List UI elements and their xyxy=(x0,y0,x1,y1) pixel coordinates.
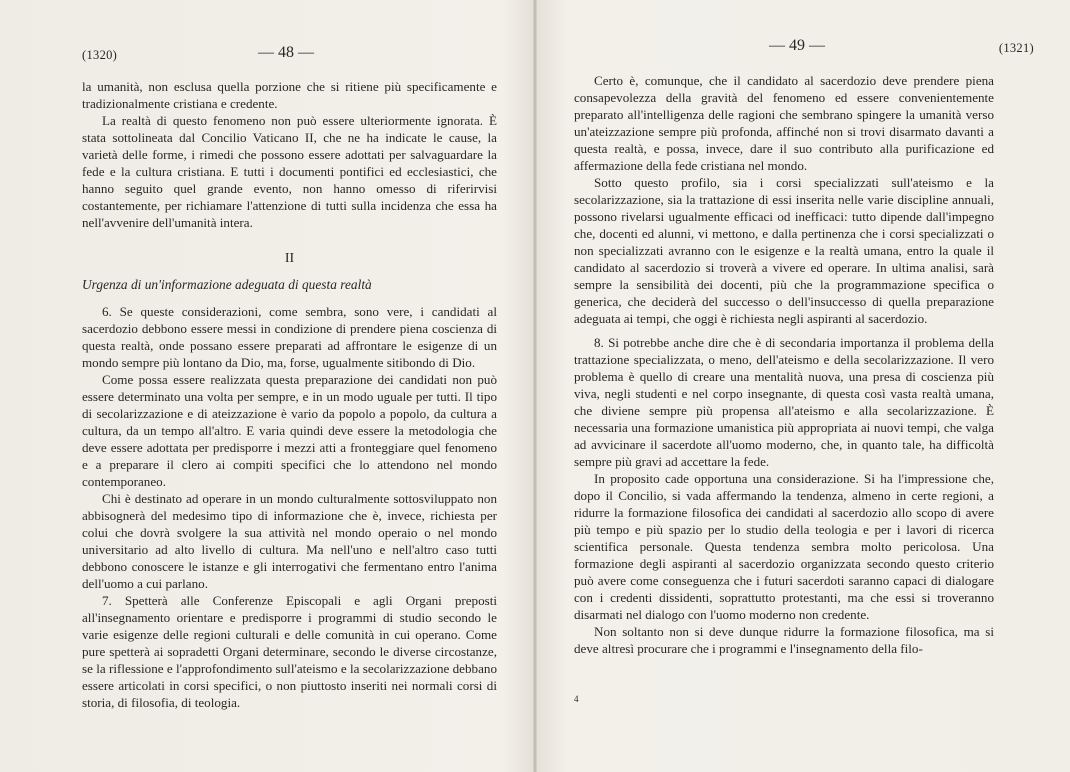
left-page xyxy=(0,0,533,772)
left-paragraph-5: Chi è destinato ad operare in un mondo culturalmente sottosviluppato non abbisognerà del medesimo tipo di informazione che è, invece, richiesta per colui che dovrà svolgere la sua attività nel mondo operaio o nel mondo universitario ad alto livello di cultura. Ma nell'uno e nell'altro caso tutti debbono conoscere le istanze e gli interrogativi che fermentano entro l'anima dell'uomo a cui parlano. xyxy=(82,491,497,591)
left-page-folio: — 48 — xyxy=(258,44,314,61)
signature-mark: 4 xyxy=(574,694,579,704)
right-paragraph-2: Sotto questo profilo, sia i corsi specializzati sull'ateismo e la secolarizzazione, sia la trattazione di essi inserita nelle varie discipline annuali, possono rivelarsi ugualmente efficaci od inefficaci: tutto dipende dall'impegno che, docenti ed alunni, vi mettono, e dalla pertinenza che i corsi specializzati o non specializzati avranno con le esigenze e la realtà umana, entro la quale il candidato al sacerdozio si troverà a vivere ed operare. In ultima analisi, sarà sempre la sensibilità dei docenti, più che la programmazione specifica o generica, che deciderà del successo o dell'insuccesso di quella preparazione adeguata ai tempi, che oggi è richiesta negli aspiranti al sacerdozio. xyxy=(574,175,994,326)
right-paragraph-4: In proposito cade opportuna una considerazione. Si ha l'impressione che, dopo il Concilio, si vada affermando la tendenza, almeno in certe regioni, a ridurre la formazione filosofica dei candidati al sacerdozio allo scopo di avere più tempo e più spazio per lo studio della teologia e per i lavori di ricerca scientifica personale. Questa tendenza sembra molto pericolosa. Una formazione degli aspiranti al sacerdozio organizzata secondo questo criterio può avere come conseguenza che i futuri sacerdoti saranno capaci di dialogare con i credenti dissidenti, soprattutto protestanti, ma che essi si troveranno disarmati nel dialogo con l'uomo moderno non credente. xyxy=(574,471,994,622)
right-running-number: (1321) xyxy=(998,41,1034,55)
section-title: Urgenza di un'informazione adeguata di questa realtà xyxy=(82,277,372,292)
paragraph-spacer xyxy=(574,327,994,334)
section-number: II xyxy=(284,251,295,266)
right-text-column xyxy=(574,72,994,657)
left-paragraph-6: 7. Spetterà alle Conferenze Episcopali e agli Organi preposti all'insegnamento orientare e predisporre i programmi di studio secondo le varie esigenze delle regioni culturali e delle comunità in cui operano. Come pure spetterà ai sopradetti Organi determinare, secondo le diverse circostanze, se la riflessione e l'approfondimento sull'ateismo e la secolarizzazione debbano essere articolati in corsi specifici, o non piuttosto inseriti nei normali corsi di storia, di filosofia, di teologia. xyxy=(82,593,497,710)
right-paragraph-1: Certo è, comunque, che il candidato al sacerdozio deve prendere piena consapevolezza della gravità del fenomeno ed essere convenientemente preparato all'intelligenza delle ragioni che sembrano spingere la umanità verso un'ateizzazione sempre più profonda, affinché non si trovi disarmato davanti a questa realtà, e possa, invece, dare il suo contributo alla purificazione ed affermazione della fede cristiana nel mondo. xyxy=(574,73,994,173)
right-paragraph-5: Non soltanto non si deve dunque ridurre la formazione filosofica, ma si deve altresì procurare che i programmi e l'insegnamento della filo- xyxy=(574,624,994,656)
left-paragraph-1: la umanità, non esclusa quella porzione che si ritiene più specificamente e tradizionalmente cristiana e credente. xyxy=(82,79,497,111)
left-text-column xyxy=(82,78,497,711)
left-paragraph-4: Come possa essere realizzata questa preparazione dei candidati non può essere determinato una volta per sempre, e in un modo uguale per tutti. Il tipo di secolarizzazione e di ateizzazione è vario da popolo a popolo, da cultura a cultura, da un tempo all'altro. E varia quindi deve essere la metodologia che deve essere adottata per predisporre i mezzi atti a fronteggiare quel fenomeno e a preparare il clero ai compiti specifici che lo attendono nel mondo contemporaneo. xyxy=(82,372,497,489)
left-paragraph-3: 6. Se queste considerazioni, come sembra, sono vere, i candidati al sacerdozio debbono essere messi in condizione di prendere piena coscienza di questa realtà, onde possano essere preparati ad affrontare le esigenze di un mondo sempre più lontano da Dio, ma, forse, ugualmente sitibondo di Dio. xyxy=(82,304,497,370)
right-page xyxy=(537,0,1070,772)
right-page-folio: — 49 — xyxy=(769,37,825,54)
left-running-number: (1320) xyxy=(82,48,118,62)
right-paragraph-3: 8. Si potrebbe anche dire che è di secondaria importanza il problema della trattazione specializzata, o meno, dell'ateismo e della secolarizzazione. Il vero problema è quello di creare una mentalità nuova, una presa di coscienza più viva, negli studenti e nel corpo insegnante, di questa così vasta realtà umana, che diviene sempre più propensa all'ateismo e alla secolarizzazione. È necessaria una formazione umanistica più appropriata ai nuovi tempi, che valga ad avvicinare il sacerdote all'uomo moderno, che, in quanto tale, ha difficoltà sempre più gravi ad accettare la fede. xyxy=(574,335,994,469)
left-paragraph-2: La realtà di questo fenomeno non può essere ulteriormente ignorata. È stata sottolineata dal Concilio Vaticano II, che ne ha indicate le cause, la varietà delle forme, i rimedi che possono essere adottati per salvaguardare la fede e la cultura cristiana. E tutti i documenti pontifici ed ecclesiastici, che hanno seguito quel grande evento, non hanno omesso di riferirvisi costantemente, per richiamare l'attenzione di tutti sulla incidenza che essa ha nell'avvenire dell'umanità intera. xyxy=(82,113,497,230)
